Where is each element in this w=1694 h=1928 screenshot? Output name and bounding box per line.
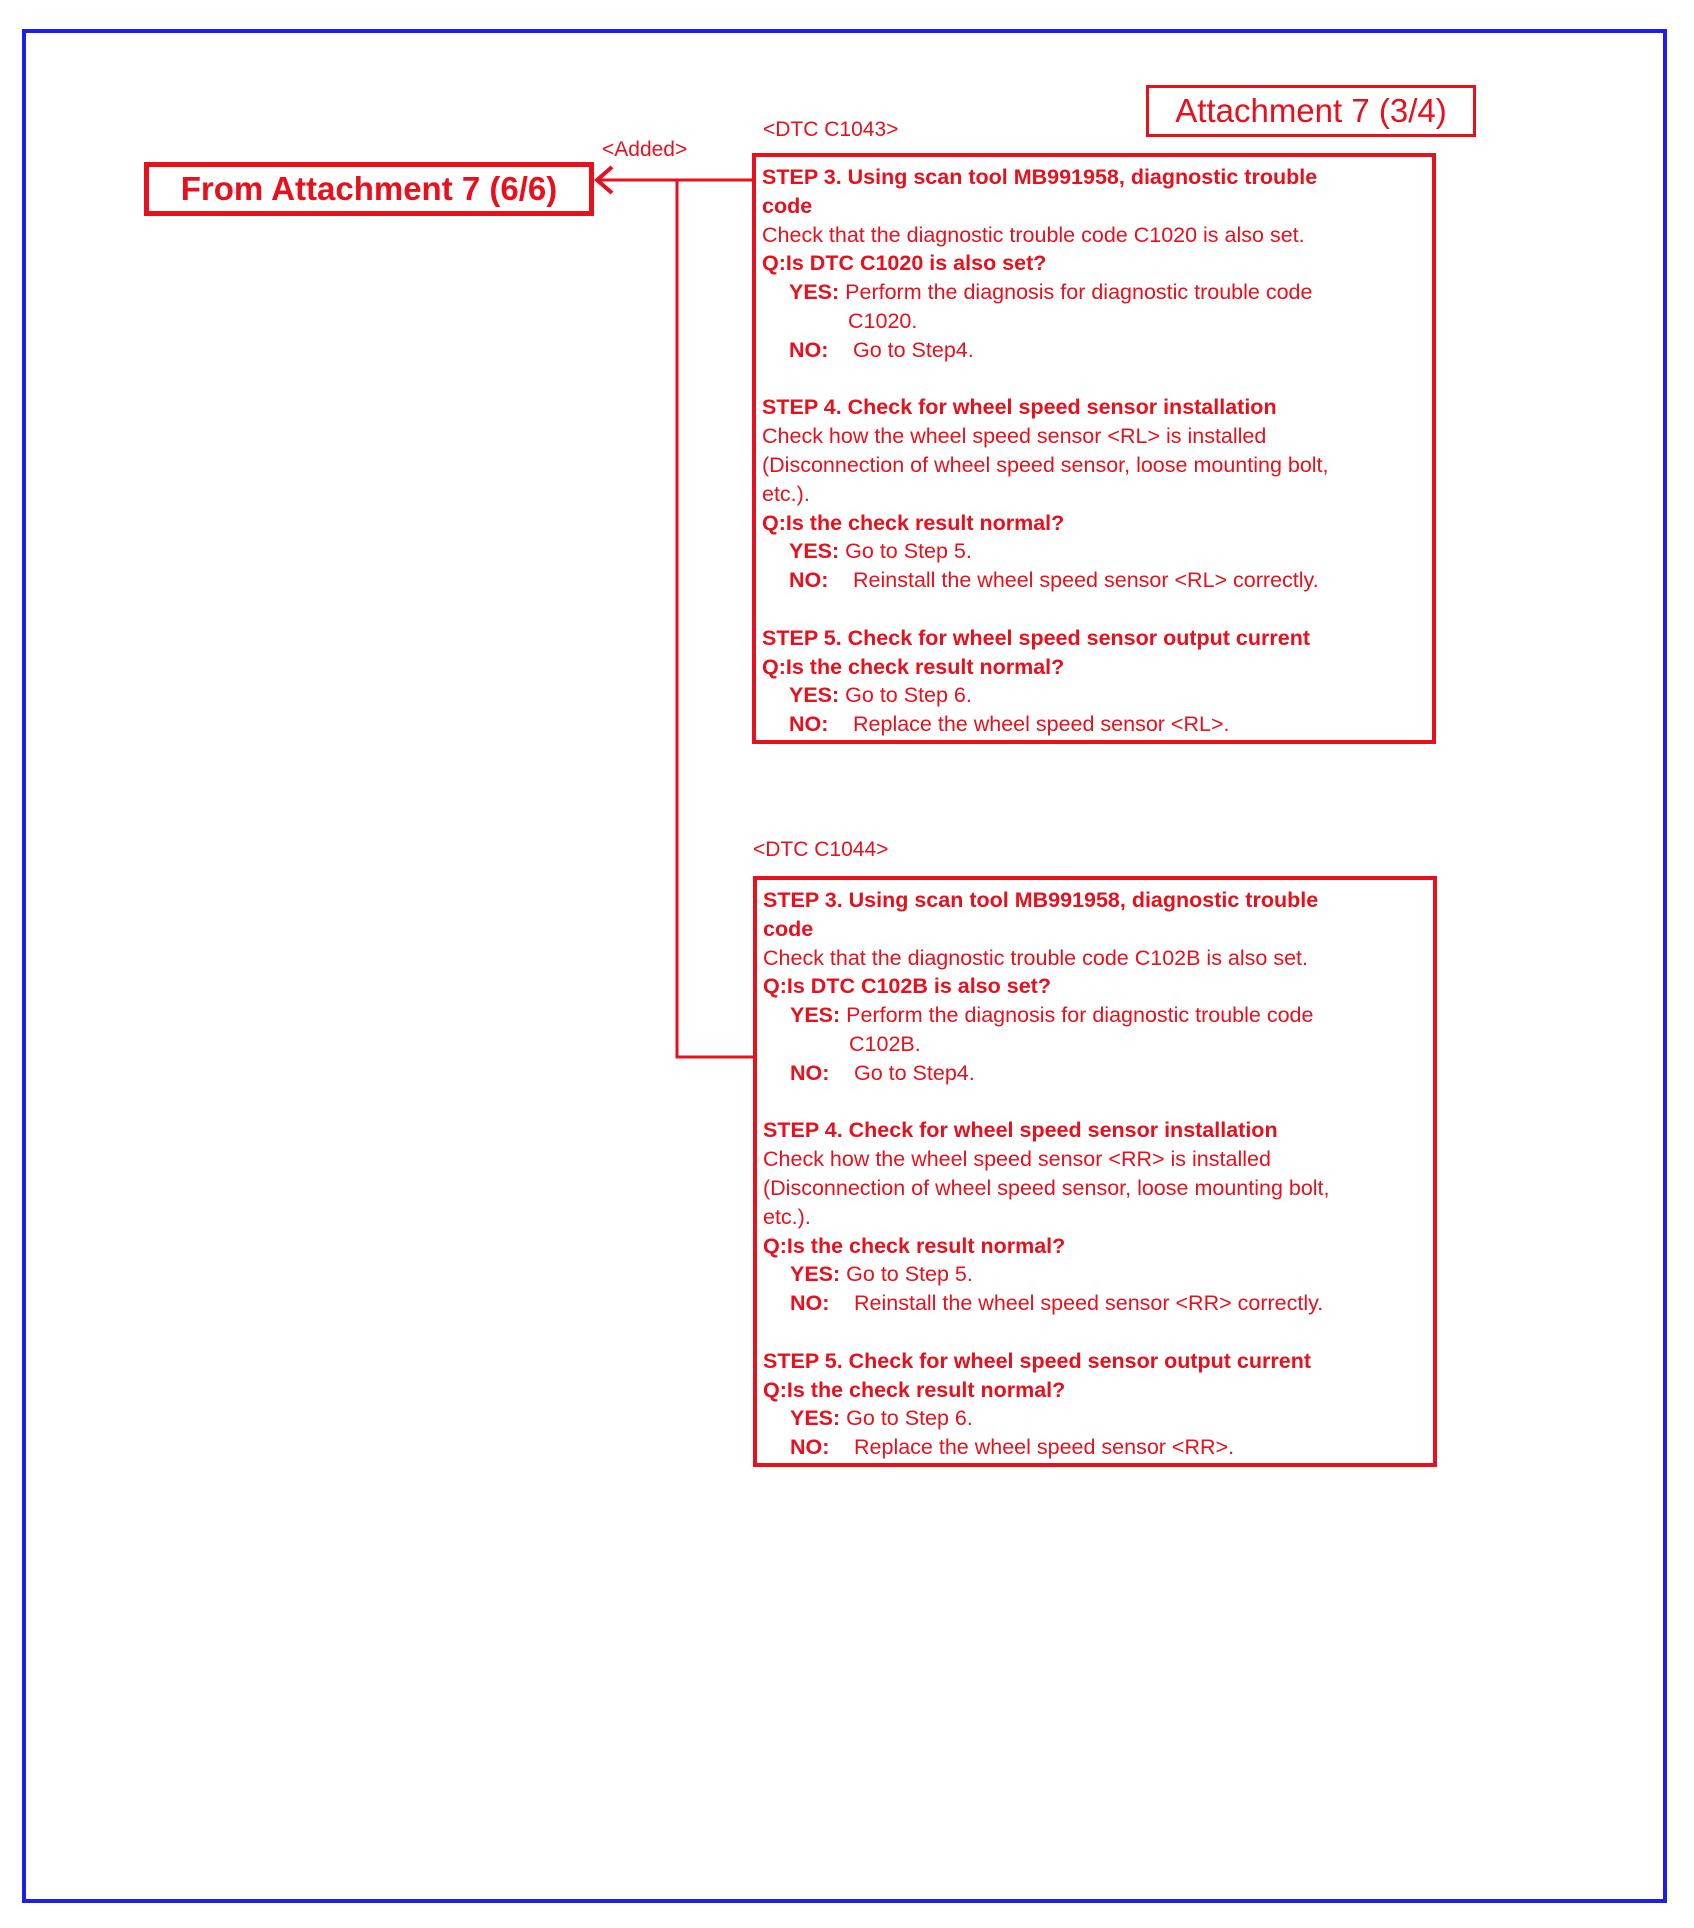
step3-title-cont: code	[762, 193, 813, 218]
step4-description-2: (Disconnection of wheel speed sensor, loose mounting bolt,	[762, 452, 1329, 477]
step5-title: STEP 5. Check for wheel speed sensor output current	[762, 625, 1310, 650]
attachment-title: Attachment 7 (3/4)	[1146, 85, 1476, 137]
step3-yes-cont: C102B.	[849, 1031, 921, 1056]
step5-no: NO: Replace the wheel speed sensor <RL>.	[789, 712, 1230, 737]
step5-title: STEP 5. Check for wheel speed sensor output current	[763, 1348, 1311, 1373]
connector-line-vertical	[677, 180, 754, 1057]
step3-title: STEP 3. Using scan tool MB991958, diagnostic trouble	[762, 165, 1318, 189]
step4-no: NO: Reinstall the wheel speed sensor <RR> correctly.	[790, 1291, 1324, 1316]
step5-no: NO: Replace the wheel speed sensor <RR>.	[790, 1435, 1235, 1460]
step5-yes: YES: Go to Step 6.	[789, 683, 972, 708]
step3-question: Q:Is DTC C102B is also set?	[763, 974, 1051, 999]
step3-yes: YES: Perform the diagnosis for diagnostic trouble code	[789, 280, 1313, 305]
step3-description: Check that the diagnostic trouble code C1020 is also set.	[762, 222, 1305, 247]
dtc-label-c1044: <DTC C1044>	[753, 838, 889, 861]
step4-description-1: Check how the wheel speed sensor <RL> is installed	[762, 424, 1267, 449]
step3-description: Check that the diagnostic trouble code C102B is also set.	[763, 945, 1308, 970]
step5-question: Q:Is the check result normal?	[763, 1377, 1066, 1402]
step3-question: Q:Is DTC C1020 is also set?	[762, 251, 1047, 276]
step4-yes: YES: Go to Step 5.	[790, 1262, 973, 1287]
step4-title: STEP 4. Check for wheel speed sensor installation	[762, 395, 1277, 420]
dtc-box-c1043	[752, 153, 1436, 744]
step4-description-1: Check how the wheel speed sensor <RR> is installed	[763, 1147, 1271, 1172]
step3-yes-cont: C1020.	[848, 308, 918, 333]
step3-no: NO: Go to Step4.	[790, 1060, 975, 1085]
step4-yes: YES: Go to Step 5.	[789, 539, 972, 564]
step3-yes: YES: Perform the diagnosis for diagnostic trouble code	[790, 1003, 1314, 1028]
step3-title-cont: code	[763, 916, 814, 941]
dtc-box-c1044	[753, 876, 1437, 1467]
added-label: <Added>	[602, 138, 688, 161]
step4-question: Q:Is the check result normal?	[762, 510, 1065, 535]
step4-description-3: etc.).	[763, 1204, 811, 1229]
dtc-label-c1043: <DTC C1043>	[763, 118, 899, 141]
from-attachment-label: From Attachment 7 (6/6)	[144, 162, 594, 216]
step4-question: Q:Is the check result normal?	[763, 1233, 1066, 1258]
step4-description-3: etc.).	[762, 481, 810, 506]
step3-title: STEP 3. Using scan tool MB991958, diagnostic trouble	[763, 888, 1319, 912]
step4-title: STEP 4. Check for wheel speed sensor installation	[763, 1118, 1278, 1143]
step5-yes: YES: Go to Step 6.	[790, 1406, 973, 1431]
step3-no: NO: Go to Step4.	[789, 337, 974, 362]
step4-description-2: (Disconnection of wheel speed sensor, loose mounting bolt,	[763, 1175, 1330, 1200]
step5-question: Q:Is the check result normal?	[762, 654, 1065, 679]
step4-no: NO: Reinstall the wheel speed sensor <RL> correctly.	[789, 568, 1319, 593]
